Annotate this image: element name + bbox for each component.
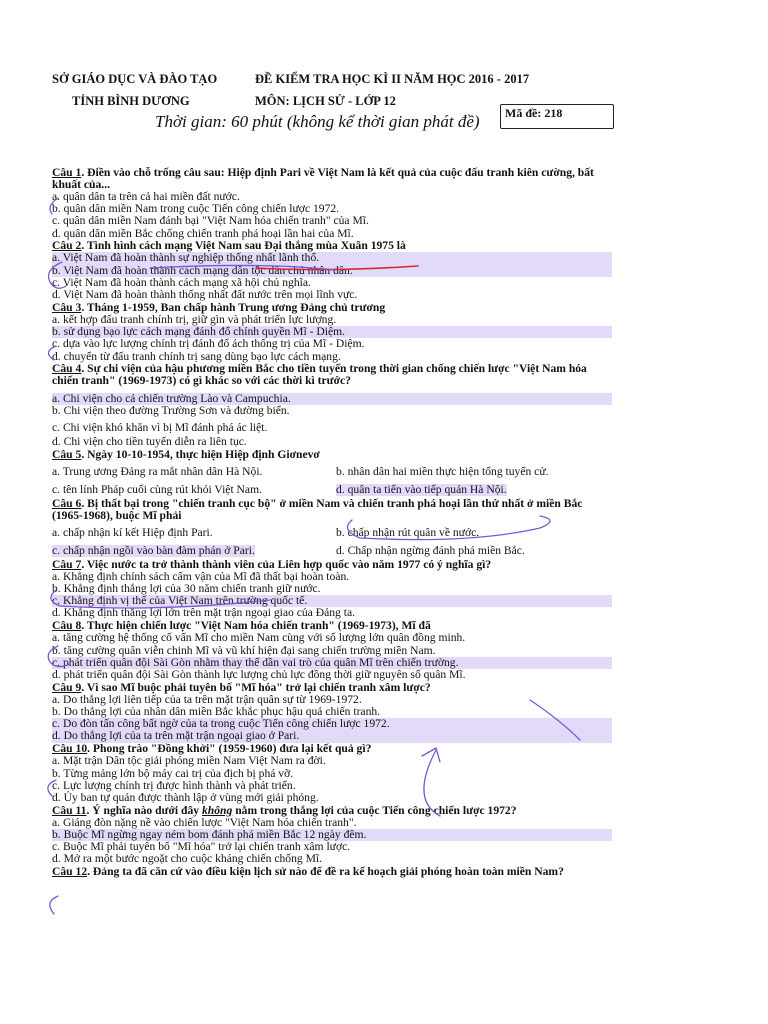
option-4a: a. Chi viện cho cả chiến trường Lào và Campuchia. bbox=[52, 393, 612, 405]
pen-mark-q11 bbox=[50, 896, 58, 914]
option-4c: c. Chi viện khó khăn vì bị Mĩ đánh phá ác liệt. bbox=[52, 421, 268, 435]
question-number: Câu 9 bbox=[52, 680, 82, 694]
exam-header bbox=[52, 70, 752, 114]
option-10a: a. Mặt trận Dân tộc giải phóng miền Nam Việt Nam ra đời. bbox=[52, 754, 326, 768]
department-name: SỞ GIÁO DỤC VÀ ĐÀO TẠO bbox=[52, 72, 218, 86]
question-number: Câu 12 bbox=[52, 865, 88, 879]
option-row-5ab bbox=[52, 466, 612, 479]
option-4b: b. Chi viện theo đường Trường Sơn và đường biển. bbox=[52, 403, 290, 417]
option-1b: b. quân dân miền Nam trong cuộc Tiến công chiến lược 1972. bbox=[52, 202, 340, 216]
option-10c: c. Lực lượng chính trị được hình thành và phát triển. bbox=[52, 778, 296, 792]
question-text: . Phong trào "Đồng khởi" (1959-1960) đưa lại kết quả gì? bbox=[87, 742, 372, 756]
option-11a: a. Giáng đòn nặng nề vào chiến lược "Việt Nam hóa chiến tranh". bbox=[52, 815, 357, 829]
option-11c: c. Buộc Mĩ phải tuyên bố "Mĩ hóa" trở lại chiến tranh xâm lược. bbox=[52, 840, 351, 854]
subject-line: MÔN: LỊCH SỬ - LỚP 12 bbox=[255, 94, 396, 108]
option-7a: a. Khẳng định chính sách cấm vận của Mĩ đã thất bại hoàn toàn. bbox=[52, 569, 350, 583]
question-1 bbox=[52, 167, 612, 191]
question-text: . Điền vào chỗ trống câu sau: Hiệp định Pari về Việt Nam là kết quả của cuộc đấu tranh kiên cường, bất khuất của... bbox=[52, 165, 594, 191]
option-2c: c. Việt Nam đã hoàn thành cách mạng xã hội chủ nghĩa. bbox=[52, 275, 311, 289]
option-2d: d. Việt Nam đã hoàn thành thống nhất đất nước trên mọi lĩnh vực. bbox=[52, 288, 358, 302]
question-6 bbox=[52, 498, 612, 522]
option-10d: d. Ủy ban tự quản được thành lập ở vùng mới giải phóng. bbox=[52, 790, 319, 804]
question-text: . Đảng ta đã căn cứ vào điều kiện lịch sử nào để đề ra kế hoạch giải phóng hoàn toàn miền Nam? bbox=[87, 865, 564, 879]
question-list bbox=[52, 166, 612, 878]
option-6b: b. chấp nhận rút quân về nước. bbox=[336, 526, 480, 540]
question-text-emphasis: không bbox=[202, 803, 233, 817]
question-number: Câu 7 bbox=[52, 557, 82, 571]
question-text-pre: . Ý nghĩa nào dưới đây bbox=[86, 803, 202, 817]
question-number: Câu 5 bbox=[52, 447, 82, 461]
question-number: Câu 8 bbox=[52, 619, 82, 633]
question-text: . Ngày 10-10-1954, thực hiện Hiệp định Giơnevơ bbox=[81, 447, 320, 461]
option-5c: c. tên lính Pháp cuối cùng rút khỏi Việt Nam. bbox=[52, 483, 262, 497]
option-row-6ab bbox=[52, 527, 612, 540]
question-11 bbox=[52, 805, 612, 817]
option-4d: d. Chi viện cho tiền tuyến diễn ra liên tục. bbox=[52, 435, 247, 449]
option-10b: b. Từng mảng lớn bộ máy cai trị của địch bị phá vỡ. bbox=[52, 766, 294, 780]
exam-code-box: Mã đề: 218 bbox=[500, 104, 614, 129]
question-text: . Tháng 1-1959, Ban chấp hành Trung ương Đảng chủ trương bbox=[81, 300, 386, 314]
question-5 bbox=[52, 449, 612, 461]
option-3b: b. sử dụng bạo lực cách mạng đánh đổ chính quyền Mĩ - Diệm. bbox=[52, 326, 612, 338]
option-11d: d. Mở ra một bước ngoặt cho cuộc kháng chiến chống Mĩ. bbox=[52, 852, 323, 866]
option-8b: b. tăng cường quân viễn chinh Mĩ và vũ khí hiện đại sang chiến trường miền Nam. bbox=[52, 643, 436, 657]
question-number: Câu 2 bbox=[52, 239, 82, 253]
option-row-5cd bbox=[52, 484, 612, 497]
option-row-6cd bbox=[52, 545, 612, 558]
question-text: . Vì sao Mĩ buộc phải tuyên bố "Mĩ hóa" trở lại chiến tranh xâm lược? bbox=[81, 680, 431, 694]
option-6a: a. chấp nhận kí kết Hiệp định Pari. bbox=[52, 526, 213, 540]
question-7 bbox=[52, 559, 612, 571]
option-3d: d. chuyển từ đấu tranh chính trị sang dùng bạo lực cách mạng. bbox=[52, 349, 341, 363]
question-text: . Việc nước ta trở thành thành viên của Liên hợp quốc vào năm 1977 có ý nghĩa gì? bbox=[81, 557, 492, 571]
option-5a: a. Trung ương Đảng ra mắt nhân dân Hà Nội. bbox=[52, 465, 263, 479]
option-2b: b. Việt Nam đã hoàn thành cách mạng dân tộc dân chủ nhân dân. bbox=[52, 265, 612, 277]
option-8c: c. phát triển quân đội Sài Gòn nhằm thay thế dần vai trò của quân Mĩ trên chiến trường. bbox=[52, 657, 612, 669]
option-3a: a. kết hợp đấu tranh chính trị, giữ gìn và phát triển lực lượng. bbox=[52, 312, 337, 326]
question-text: . Bị thất bại trong "chiến tranh cục bộ" ở miền Nam và chiến tranh phá hoại lần thứ nhất ở miền Bắc (1965-1968), buộc Mĩ phải bbox=[52, 496, 583, 522]
question-number: Câu 10 bbox=[52, 742, 88, 756]
question-text: . Sự chi viện của hậu phương miền Bắc cho tiền tuyến trong thời gian chống chiến lược "Việt Nam hóa chiến tranh" (1969-1973) có gì khác so với các thời kì trước? bbox=[52, 362, 587, 388]
question-12 bbox=[52, 866, 612, 878]
exam-title: ĐỀ KIỂM TRA HỌC KÌ II NĂM HỌC 2016 - 2017 bbox=[255, 72, 530, 86]
option-7c: c. Khẳng định vị thế của Việt Nam trên trường quốc tế. bbox=[52, 595, 612, 607]
question-number: Câu 4 bbox=[52, 362, 82, 376]
question-4 bbox=[52, 363, 612, 387]
option-6d: d. Chấp nhận ngừng đánh phá miền Bắc. bbox=[336, 544, 525, 558]
time-line: Thời gian: 60 phút (không kể thời gian phát đề) bbox=[155, 112, 480, 131]
question-number: Câu 1 bbox=[52, 165, 82, 179]
question-text: . Thực hiện chiến lược "Việt Nam hóa chiến tranh" (1969-1973), Mĩ đã bbox=[81, 619, 431, 633]
option-8d: d. phát triển quân đội Sài Gòn thành lực lượng chủ lực đồng thời giữ nguyên số quân Mĩ. bbox=[52, 667, 466, 681]
option-1c: c. quân dân miền Nam đánh bại "Việt Nam hóa chiến tranh" của Mĩ. bbox=[52, 214, 369, 228]
option-1a: a. quân dân ta trên cả hai miền đất nước. bbox=[52, 189, 240, 203]
option-7b: b. Khẳng định thắng lợi của 30 năm chiến tranh giữ nước. bbox=[52, 581, 321, 595]
option-2a: a. Việt Nam đã hoàn thành sự nghiệp thống nhất lãnh thổ. bbox=[52, 252, 612, 264]
option-11b: b. Buộc Mĩ ngừng ngay ném bom đánh phá miền Bắc 12 ngày đêm. bbox=[52, 829, 612, 841]
question-text: . Tình hình cách mạng Việt Nam sau Đại thắng mùa Xuân 1975 là bbox=[81, 239, 406, 253]
option-8a: a. tăng cường hệ thống cố vấn Mĩ cho miền Nam cùng với số lượng lớn quân đồng minh. bbox=[52, 631, 466, 645]
option-1d: d. quân dân miền Bắc chống chiến tranh phá hoại lần hai của Mĩ. bbox=[52, 226, 354, 240]
option-6c: c. chấp nhận ngồi vào bàn đàm phán ở Pari. bbox=[52, 544, 255, 558]
question-9 bbox=[52, 682, 612, 694]
question-number: Câu 3 bbox=[52, 300, 82, 314]
question-text-post: nằm trong thắng lợi của cuộc Tiến công chiến lược 1972? bbox=[232, 803, 517, 817]
option-3c: c. dựa vào lực lượng chính trị đánh đổ ách thống trị của Mĩ - Diệm. bbox=[52, 337, 365, 351]
option-9d: d. Do thắng lợi của ta trên mặt trận ngoại giao ở Pari. bbox=[52, 730, 612, 742]
option-9b: b. Do thắng lợi của nhân dân miền Bắc khắc phục hậu quả chiến tranh. bbox=[52, 705, 381, 719]
province-name: TỈNH BÌNH DƯƠNG bbox=[72, 94, 190, 108]
option-9a: a. Do thắng lợi liên tiếp của ta trên mặt trận quân sự từ 1969-1972. bbox=[52, 692, 362, 706]
question-number: Câu 11 bbox=[52, 803, 87, 817]
option-5d: d. quân ta tiến vào tiếp quản Hà Nội. bbox=[336, 483, 507, 497]
question-number: Câu 6 bbox=[52, 496, 82, 510]
option-7d: d. Khẳng định thắng lợi lớn trên mặt trận ngoại giao của Đảng ta. bbox=[52, 606, 355, 620]
option-9c: c. Do đòn tấn công bất ngờ của ta trong cuộc Tiến công chiến lược 1972. bbox=[52, 718, 612, 730]
option-5b: b. nhân dân hai miền thực hiện tổng tuyển cử. bbox=[336, 465, 549, 479]
